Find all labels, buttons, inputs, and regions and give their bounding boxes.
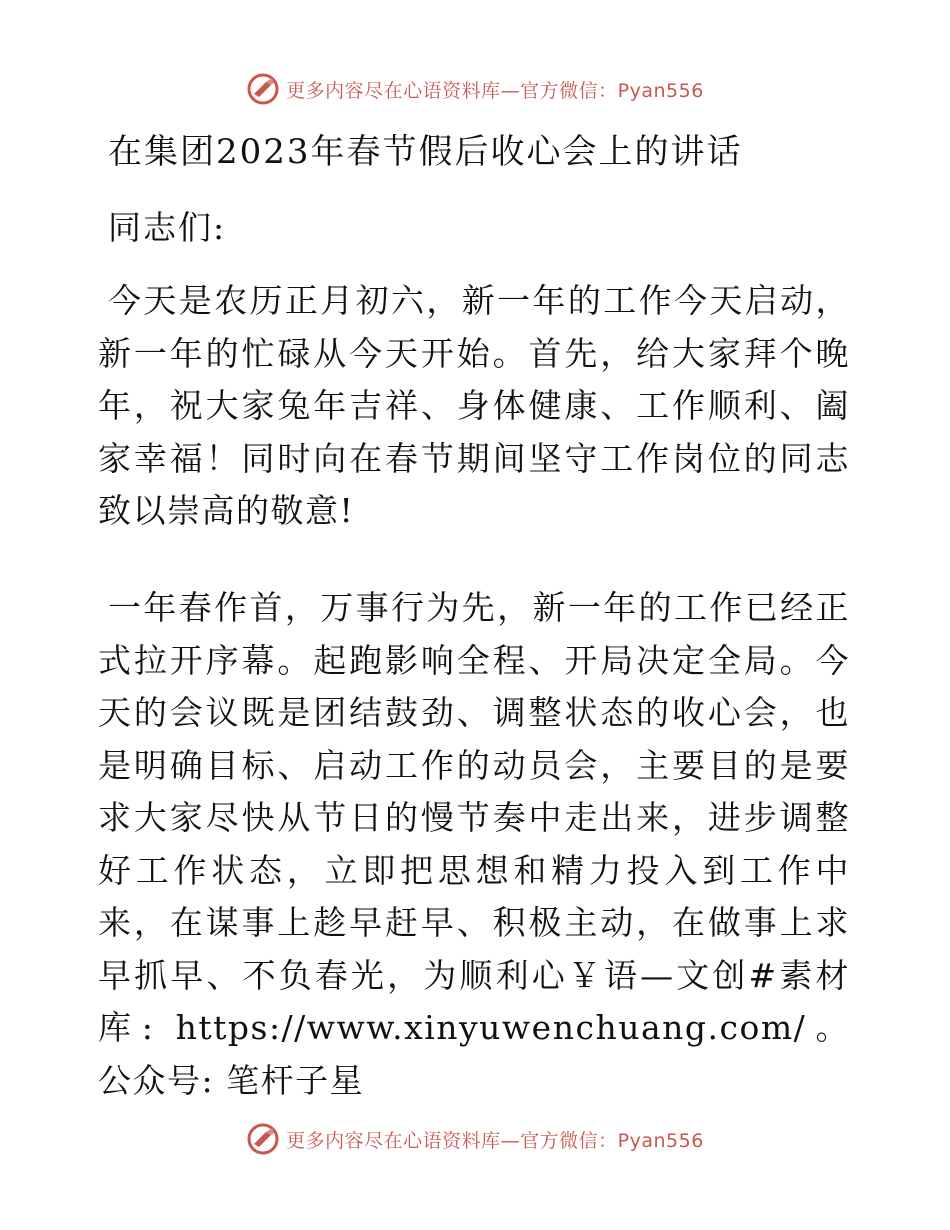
greeting: 同志们: — [108, 208, 227, 247]
watermark-text: 更多内容尽在心语资料库—官方微信：Pyan556 — [286, 79, 704, 102]
paragraph-text: 今天是农历正月初六，新一年的工作今天启动，新一年的忙碌从今天开始。首先，给大家拜个晚年，祝大家兔年吉祥、身体健康、工作顺利、阖家幸福！同时向在春节期间坚守工作岗位的同志致以崇高的敬意! — [98, 281, 850, 530]
watermark-text: 更多内容尽在心语资料库—官方微信：Pyan556 — [286, 1129, 704, 1152]
paragraph — [98, 275, 850, 538]
document-title: 在集团2023年春节假后收心会上的讲话 — [108, 132, 743, 172]
watermark-logo-icon — [246, 72, 280, 106]
watermark-logo-icon — [246, 1122, 280, 1156]
footer-watermark — [0, 1122, 950, 1156]
paragraph-text: 一年春作首，万事行为先，新一年的工作已经正式拉开序幕。起跑影响全程、开局决定全局。今天的会议既是团结鼓劲、调整状态的收心会，也是明确目标、启动工作的动员会，主要目的是要求大家尽快从节日的慢节奏中走出来，进步调整好工作状态，立即把思想和精力投入到工作中来，在谋事上趁早赶早、积极主动，在做事上求早抓早、不负春光，为顺利心￥语—文创#素材库: https://www.xinyuwenchuang.com/。公众号: 笔杆子星 — [98, 588, 850, 1100]
paragraph — [98, 582, 850, 1107]
header-watermark — [0, 72, 950, 106]
